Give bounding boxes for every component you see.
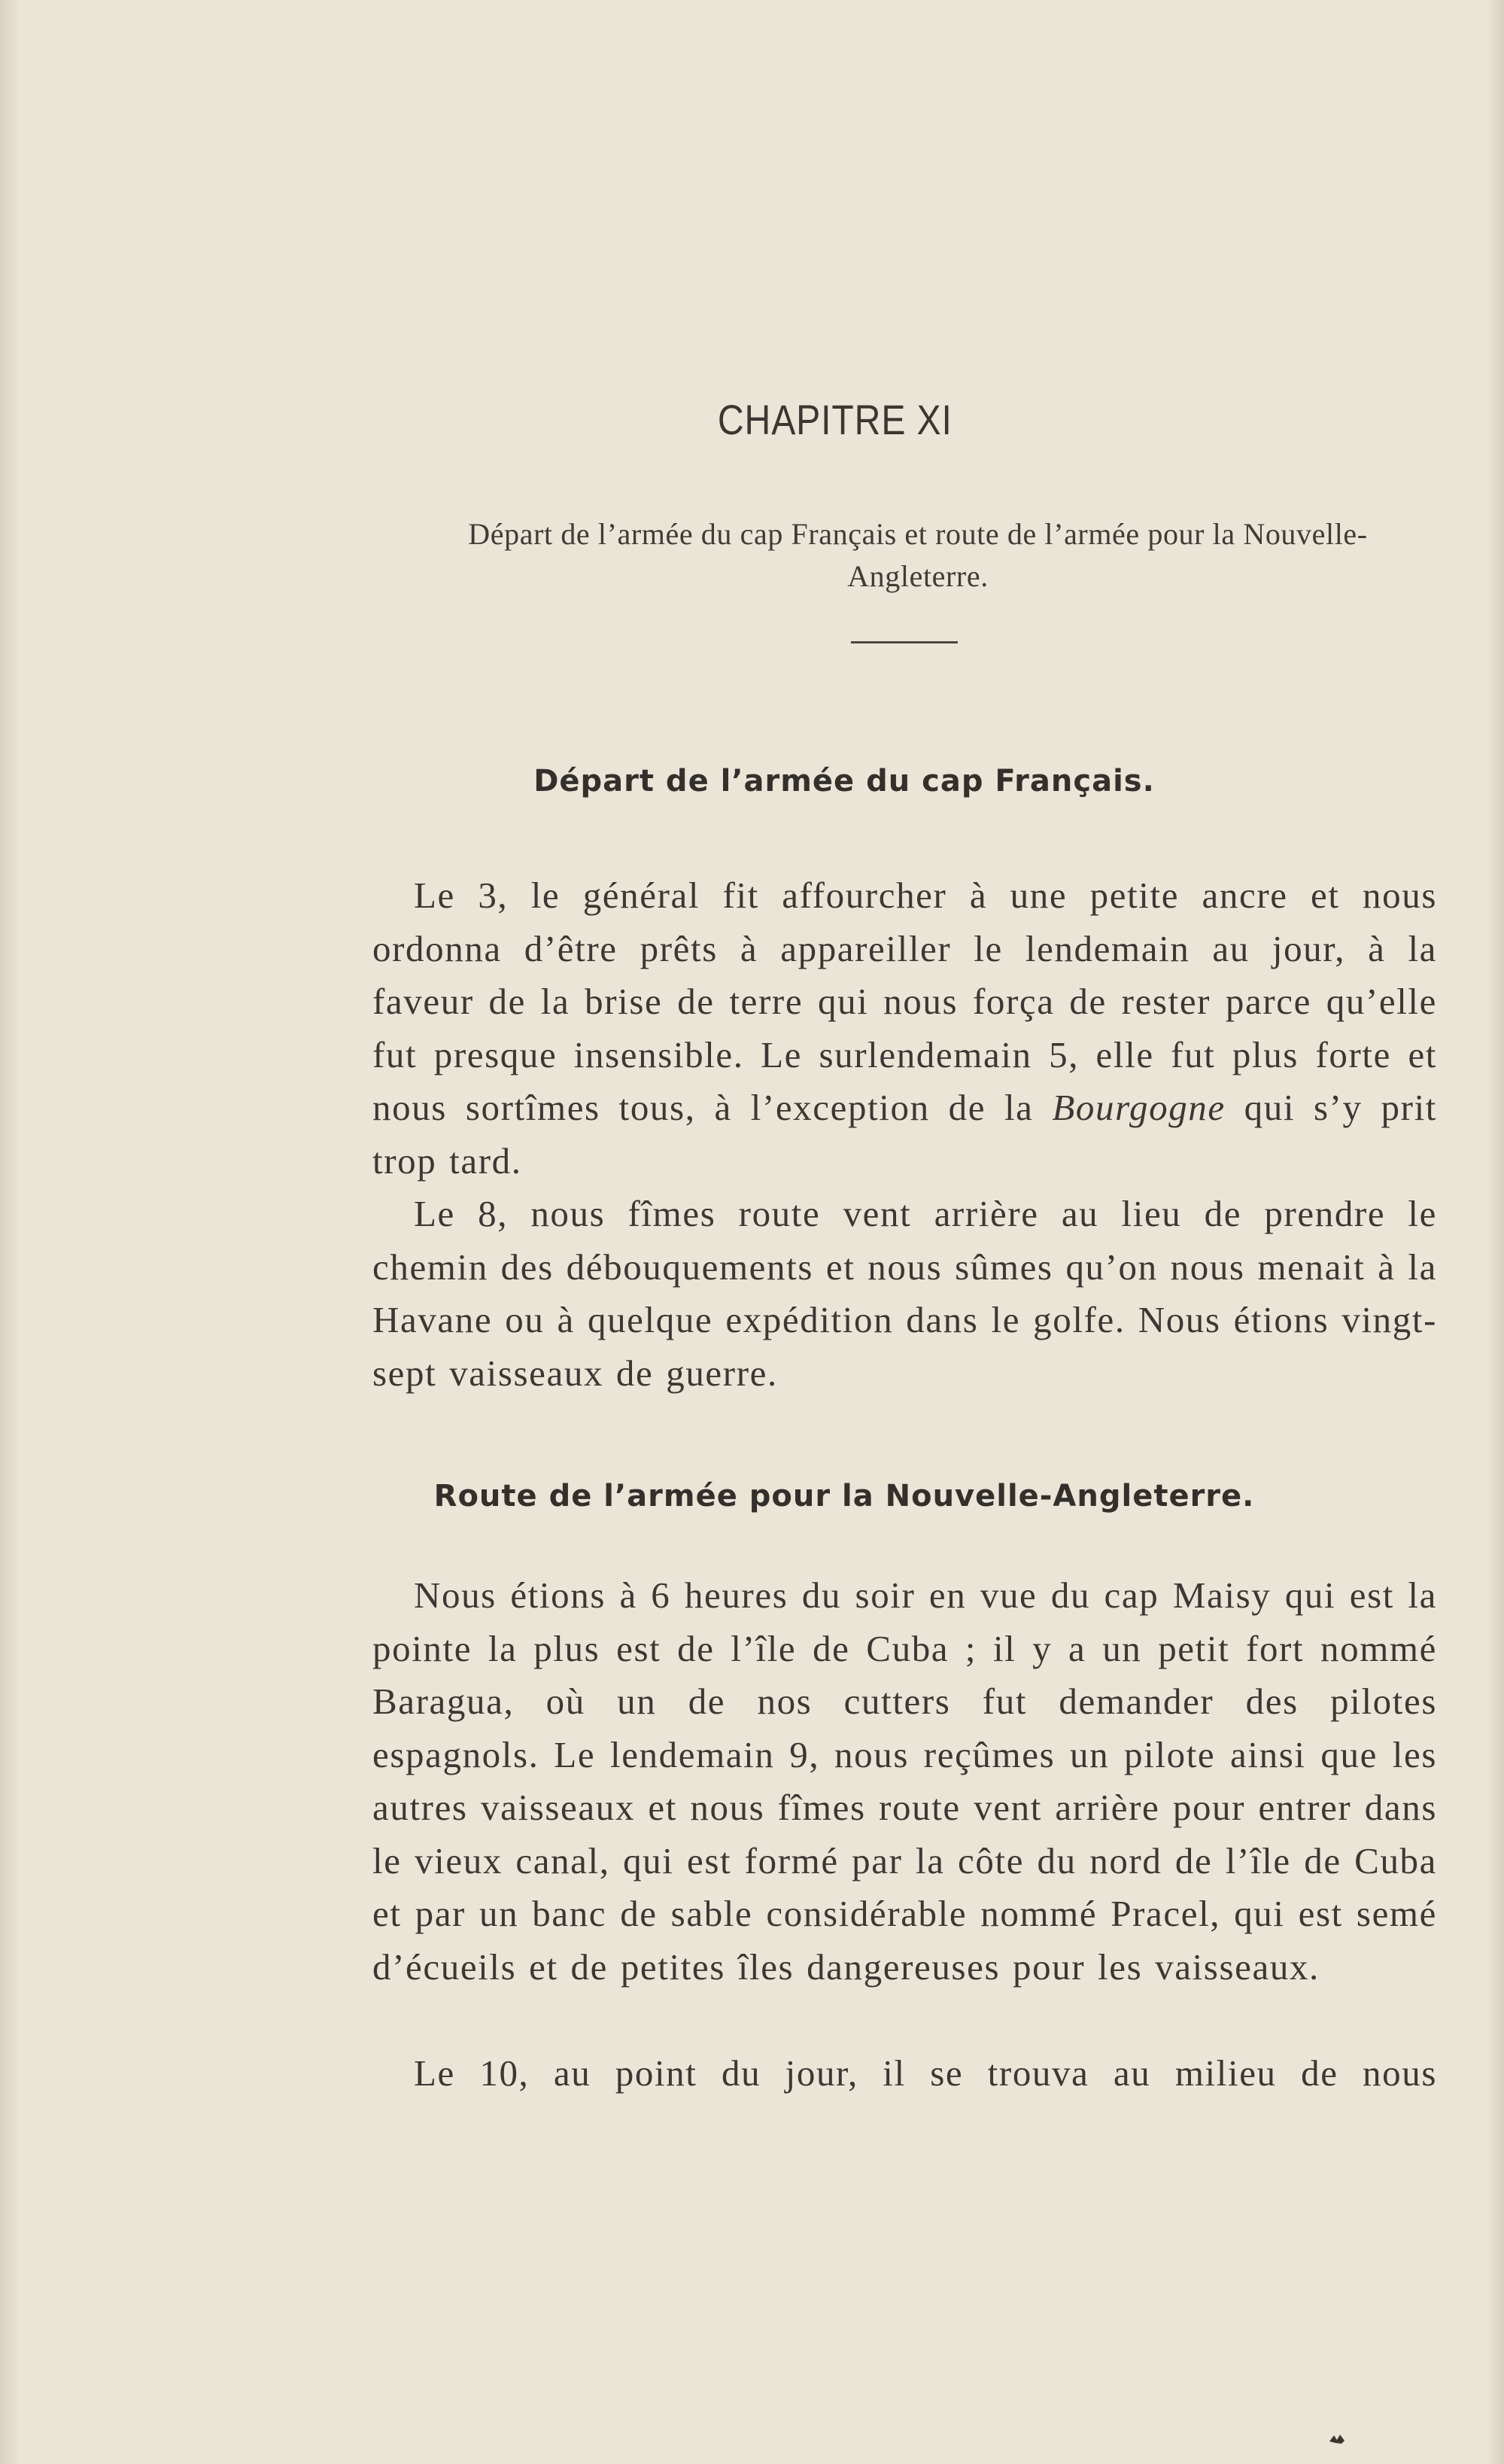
paragraph-route-1: Nous étions à 6 heures du soir en vue du cap Maisy qui est la pointe la plus est de l’île de Cuba ; il y a un petit fort nommé Baragua, où un de nos cutters fut demander des pilotes espagnols. Le lendemain 9, nous reçûmes un pilote ainsi que les autres vaisseaux et nous fîmes route vent arrière pour entrer dans le vieux canal, qui est formé par la côte du nord de l’île de Cuba et par un banc de sable considérable nommé Pracel, qui est semé d’écueils et de petites îles dangereuses pour les vaisseaux. [372,1574,1437,1988]
paragraph-depart-1 [372,869,1437,1188]
paragraph-route-2: Le 10, au point du jour, il se trouva au milieu de nous [414,2052,1437,2094]
page-edge-right [1487,0,1504,2464]
section-heading-depart: Départ de l’armée du cap Français. [533,764,1155,799]
section-heading-route: Route de l’armée pour la Nouvelle-Angleterre. [433,1479,1255,1513]
paragraph-text: Le 3, le général fit affourcher à une petite ancre et nous ordonna d’être prêts à appareiller le lendemain au jour, à la faveur de la brise de terre qui nous força de rester parce qu’elle fut presque insensible. Le surlendemain 5, elle fut plus forte et nous sortîmes tous, à l’exception de la [372,875,1437,1128]
page-edge-left [0,0,20,2464]
chapter-title: CHAPITRE XI [717,396,953,443]
printer-mark-icon [1328,2432,1348,2446]
chapter-subtitle: Départ de l’armée du cap Français et route de l’armée pour la Nouvelle-Angleterre. [468,517,1368,593]
paragraph-depart-2: Le 8, nous fîmes route vent arrière au lieu de prendre le chemin des débouquements et nous sûmes qu’on nous menait à la Havane ou à quelque expédition dans le golfe. Nous étions vingt-sept vaisseaux de guerre. [372,1193,1437,1394]
paragraph-text: qui s’y prit trop tard. [372,1087,1437,1182]
ship-name-italic: Bourgogne [1052,1087,1226,1128]
title-divider [851,641,958,643]
